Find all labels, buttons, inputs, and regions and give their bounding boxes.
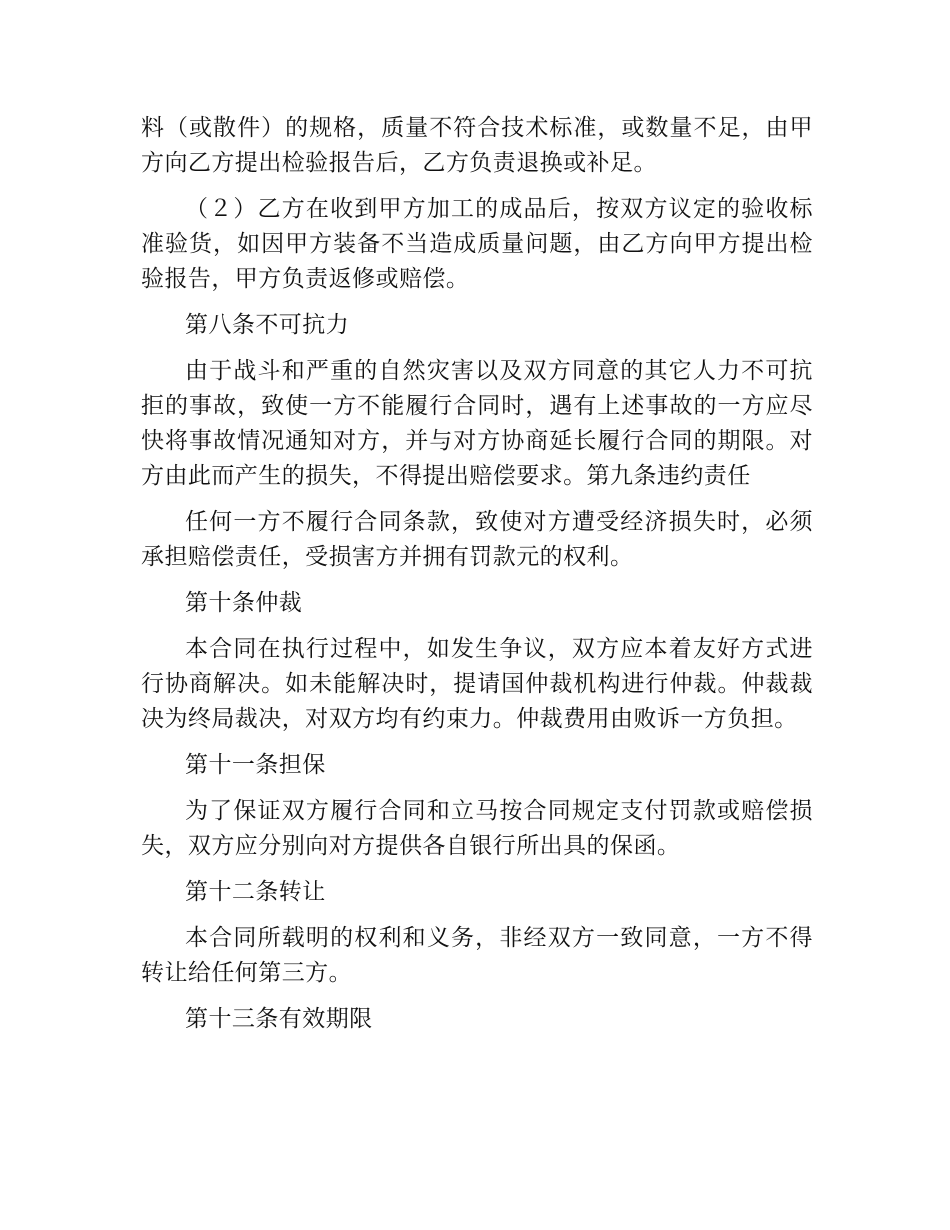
heading-article-11: 第十一条担保 xyxy=(185,752,326,778)
heading-article-13: 第十三条有效期限 xyxy=(185,1006,373,1032)
paragraph-article-11: 为了保证双方履行合同和立马按合同规定支付罚款或赔偿损失，双方应分别向对方提供各自银行所出具的保函。 xyxy=(141,798,813,859)
paragraph-clause-7-2: （２）乙方在收到甲方加工的成品后，按双方议定的验收标准验货，如因甲方装备不当造成质量问题，由乙方向甲方提出检验报告，甲方负责返修或赔偿。 xyxy=(141,196,813,292)
paragraph-article-10: 本合同在执行过程中，如发生争议，双方应本着友好方式进行协商解决。如未能解决时，提请国仲裁机构进行仲裁。仲裁裁决为终局裁决，对双方均有约束力。仲裁费用由败诉一方负担。 xyxy=(141,636,813,732)
paragraph-article-9: 任何一方不履行合同条款，致使对方遭受经济损失时，必须承担赔偿责任，受损害方并拥有罚款元的权利。 xyxy=(141,509,813,570)
document-page xyxy=(141,111,813,1048)
paragraph-article-8: 由于战斗和严重的自然灾害以及双方同意的其它人力不可抗拒的事故，致使一方不能履行合同时，遇有上述事故的一方应尽快将事故情况通知对方，并与对方协商延长履行合同的期限。对方由此而产生的损失，不得提出赔偿要求。第九条违约责任 xyxy=(141,358,813,489)
heading-article-10: 第十条仲裁 xyxy=(185,590,303,616)
heading-article-12: 第十二条转让 xyxy=(185,879,326,905)
paragraph-continuation: 料（或散件）的规格，质量不符合技术标准，或数量不足，由甲方向乙方提出检验报告后，乙方负责退换或补足。 xyxy=(141,115,813,176)
heading-article-8: 第八条不可抗力 xyxy=(185,312,350,338)
paragraph-article-12: 本合同所载明的权利和义务，非经双方一致同意，一方不得转让给任何第三方。 xyxy=(141,925,813,986)
